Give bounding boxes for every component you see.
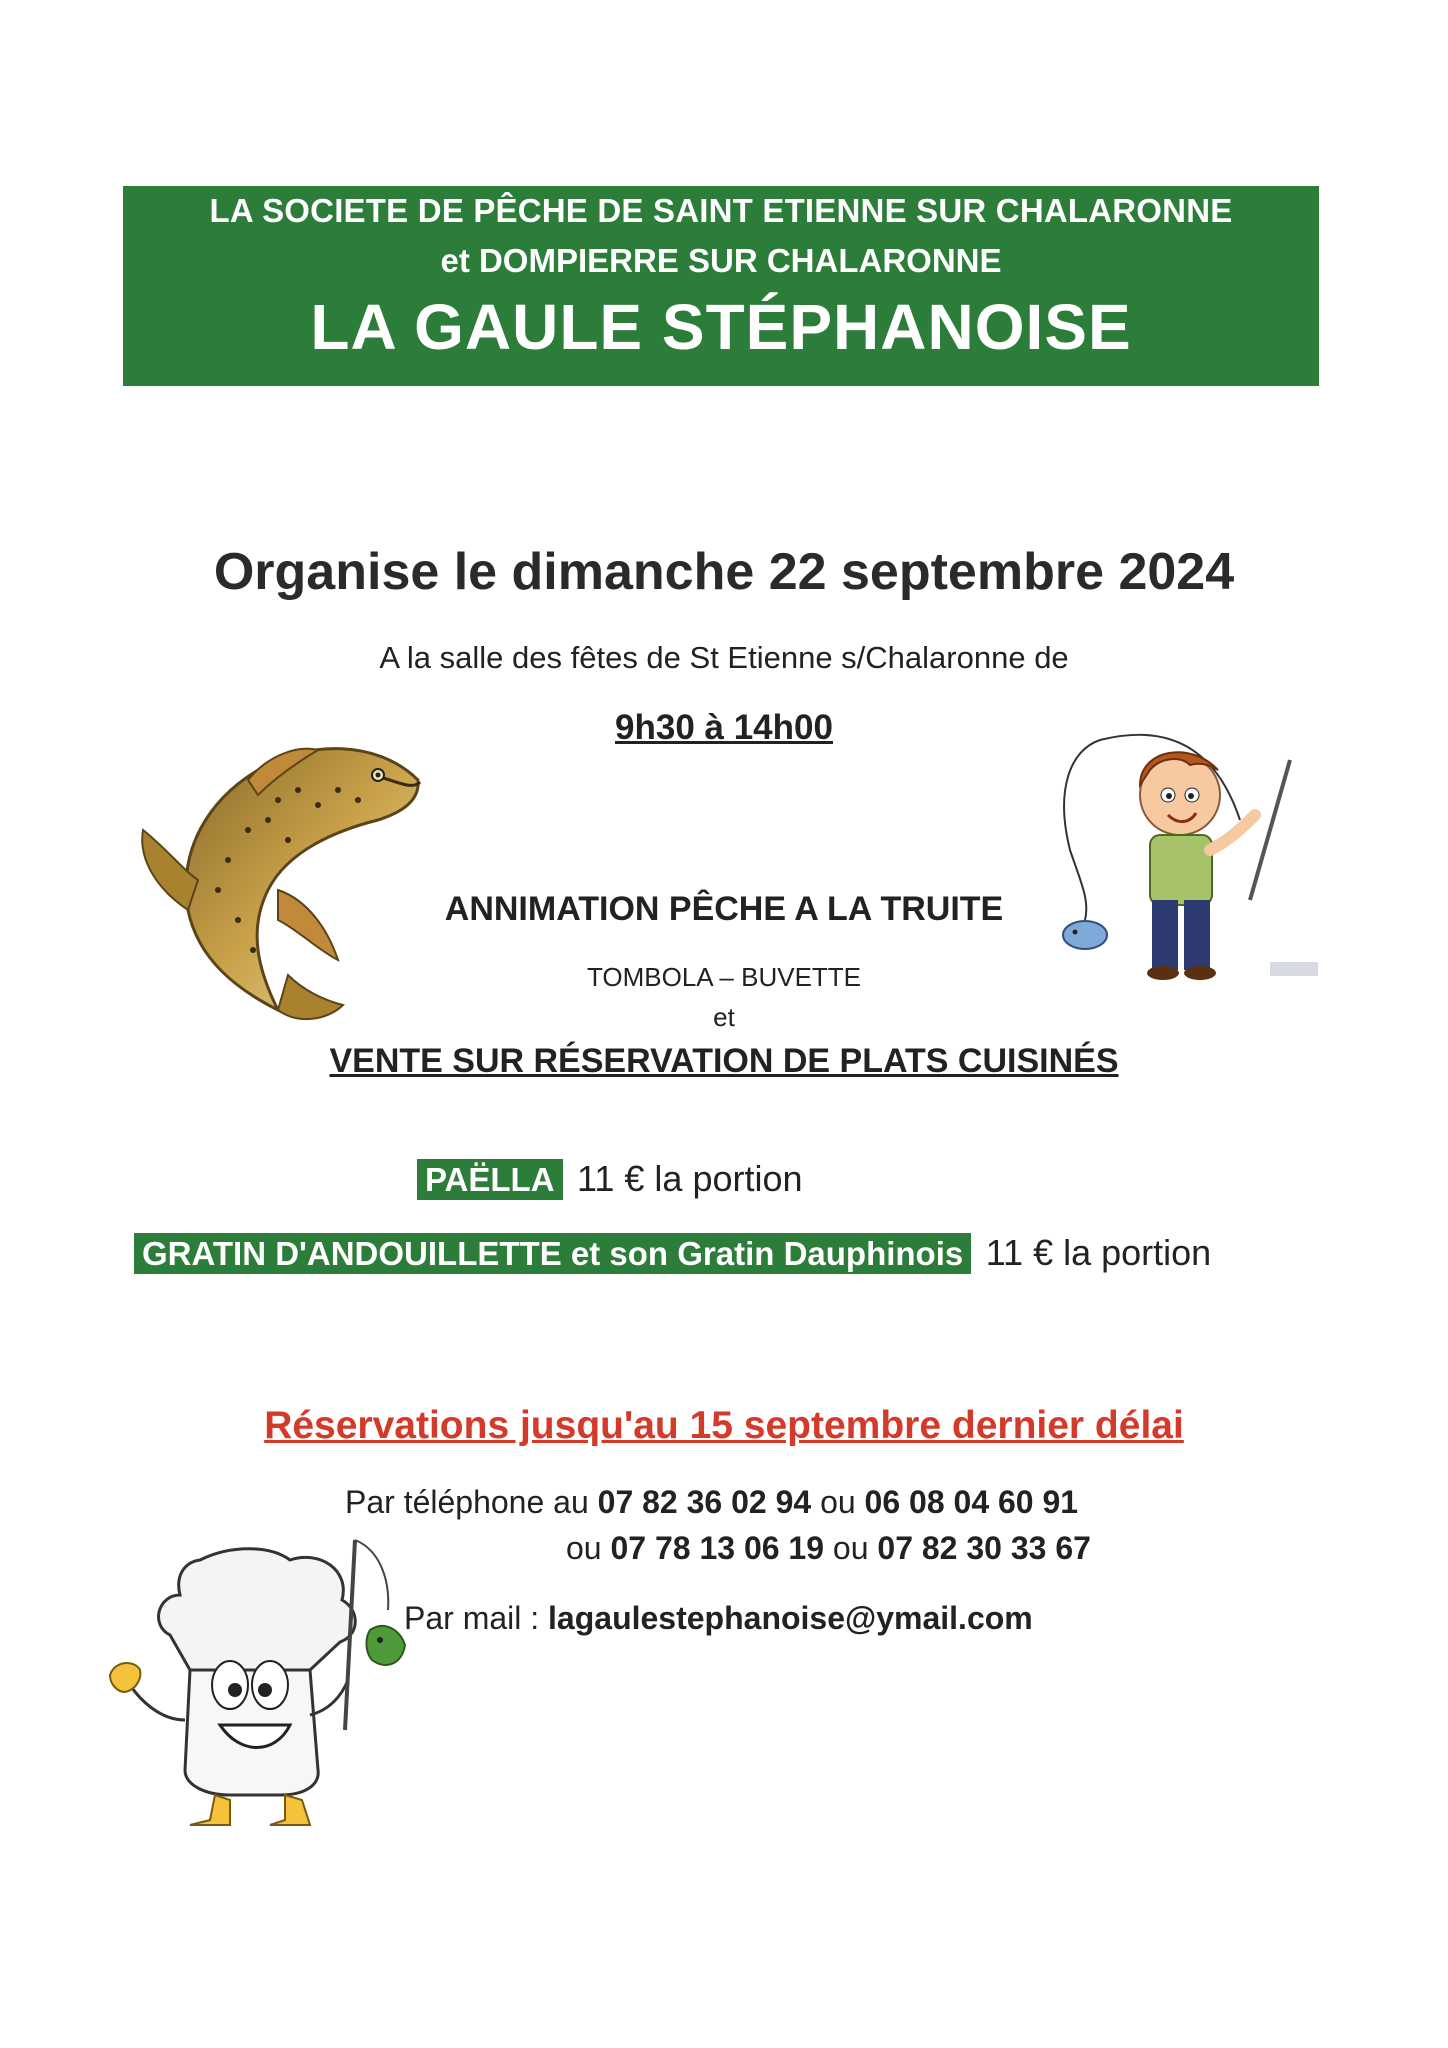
chef-hat-fishing-illustration — [80, 1520, 420, 1830]
activity-title: ANNIMATION PÊCHE A LA TRUITE — [444, 890, 1004, 928]
phone-line-2: ou 07 78 13 06 19 ou 07 82 30 33 67 — [566, 1530, 1091, 1566]
phone-number[interactable]: 07 82 36 02 94 — [597, 1484, 812, 1520]
phone-number[interactable]: 07 82 30 33 67 — [877, 1530, 1091, 1566]
dish-name: GRATIN D'ANDOUILLETTE et son Gratin Dauphinois — [134, 1233, 971, 1274]
email-line: Par mail : lagaulestephanoise@ymail.com — [404, 1600, 1033, 1636]
phone-number[interactable]: 06 08 04 60 91 — [864, 1484, 1079, 1520]
dish-row — [134, 1232, 1211, 1274]
reservation-deadline: Réservations jusqu'au 15 septembre dernier délai — [264, 1404, 1184, 1447]
tombola-buvette: TOMBOLA – BUVETTE — [586, 962, 862, 992]
header-banner — [123, 186, 1319, 386]
event-headline: Organise le dimanche 22 septembre 2024 — [213, 543, 1235, 601]
dish-row — [417, 1158, 803, 1200]
boy-fishing-illustration — [1040, 700, 1320, 990]
event-hours: 9h30 à 14h00 — [615, 708, 833, 747]
banner-society-line: LA SOCIETE DE PÊCHE DE SAINT ETIENNE SUR CHALARONNE — [209, 192, 1233, 229]
event-venue: A la salle des fêtes de St Etienne s/Chalaronne de — [379, 640, 1069, 675]
dish-price: 11 € la portion — [577, 1158, 803, 1199]
connector-et: et — [713, 1002, 735, 1032]
phone-number[interactable]: 07 78 13 06 19 — [610, 1530, 825, 1566]
banner-town-line: et DOMPIERRE SUR CHALARONNE — [440, 242, 1002, 279]
sale-title: VENTE SUR RÉSERVATION DE PLATS CUISINÉS — [329, 1042, 1119, 1080]
phone-line-1: Par téléphone au 07 82 36 02 94 ou 06 08 04 60 91 — [345, 1484, 1079, 1520]
dish-name: PAËLLA — [417, 1159, 563, 1200]
dish-price: 11 € la portion — [985, 1232, 1212, 1273]
banner-title: LA GAULE STÉPHANOISE — [310, 291, 1132, 363]
email-address[interactable]: lagaulestephanoise@ymail.com — [548, 1600, 1033, 1636]
